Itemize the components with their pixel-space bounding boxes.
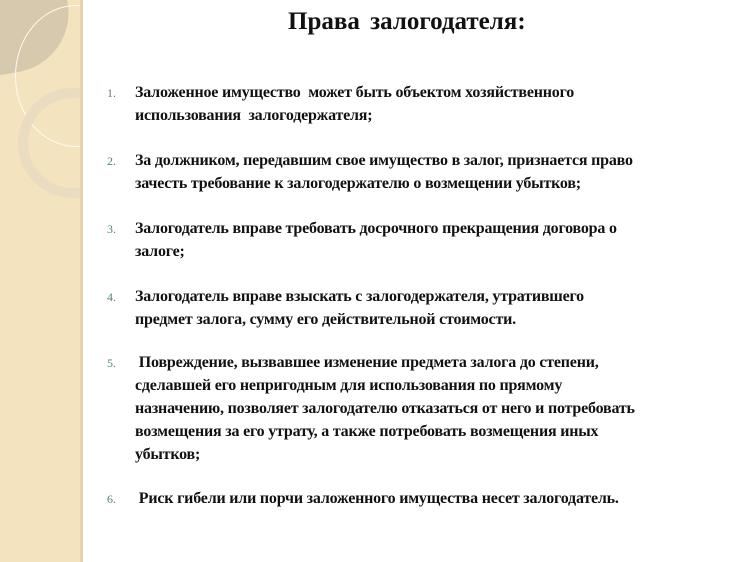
item-text-line: убытков; xyxy=(135,446,201,463)
item-text xyxy=(135,217,617,263)
item-text-line: За должником, передавшим свое имущество в залог, признается право xyxy=(135,152,633,169)
item-number: 4. xyxy=(107,290,116,304)
item-text xyxy=(135,149,633,195)
item-text-line: назначению, позволяет залогодателю отказаться от него и потребовать xyxy=(135,400,635,417)
item-text xyxy=(135,487,619,510)
item-text-line: зачесть требование к залогодержателю о возмещении убытков; xyxy=(135,175,581,192)
item-text-line: возмещения за его утрату, а также потребовать возмещения иных xyxy=(135,423,599,440)
item-number: 3. xyxy=(107,222,116,236)
item-text-line: предмет залога, сумму его действительной стоимости. xyxy=(135,311,516,328)
item-text-line: сделавшей его непригодным для использования по прямому xyxy=(135,377,563,394)
slide-title-text: Права залогодателя: xyxy=(288,8,526,35)
item-text xyxy=(135,351,635,466)
item-text-line: Повреждение, вызвавшее изменение предмета залога до степени, xyxy=(135,354,599,371)
item-number: 2. xyxy=(107,154,116,168)
item-number: 5. xyxy=(107,356,116,370)
item-text-line: Залогодатель вправе требовать досрочного прекращения договора о xyxy=(135,220,617,237)
item-number: 1. xyxy=(107,86,116,100)
item-text-line: Залогодатель вправе взыскать с залогодержателя, утратившего xyxy=(135,288,584,305)
item-text-line: использования залогодержателя; xyxy=(135,107,373,124)
item-number: 6. xyxy=(107,492,116,506)
item-text-line: Заложенное имущество может быть объектом хозяйственного xyxy=(135,84,575,101)
item-text-line: Риск гибели или порчи заложенного имущества несет залогодатель. xyxy=(135,490,619,507)
item-text-line: залоге; xyxy=(135,243,185,260)
item-text xyxy=(135,285,584,331)
decorative-sidebar xyxy=(0,0,83,562)
item-text xyxy=(135,81,574,127)
